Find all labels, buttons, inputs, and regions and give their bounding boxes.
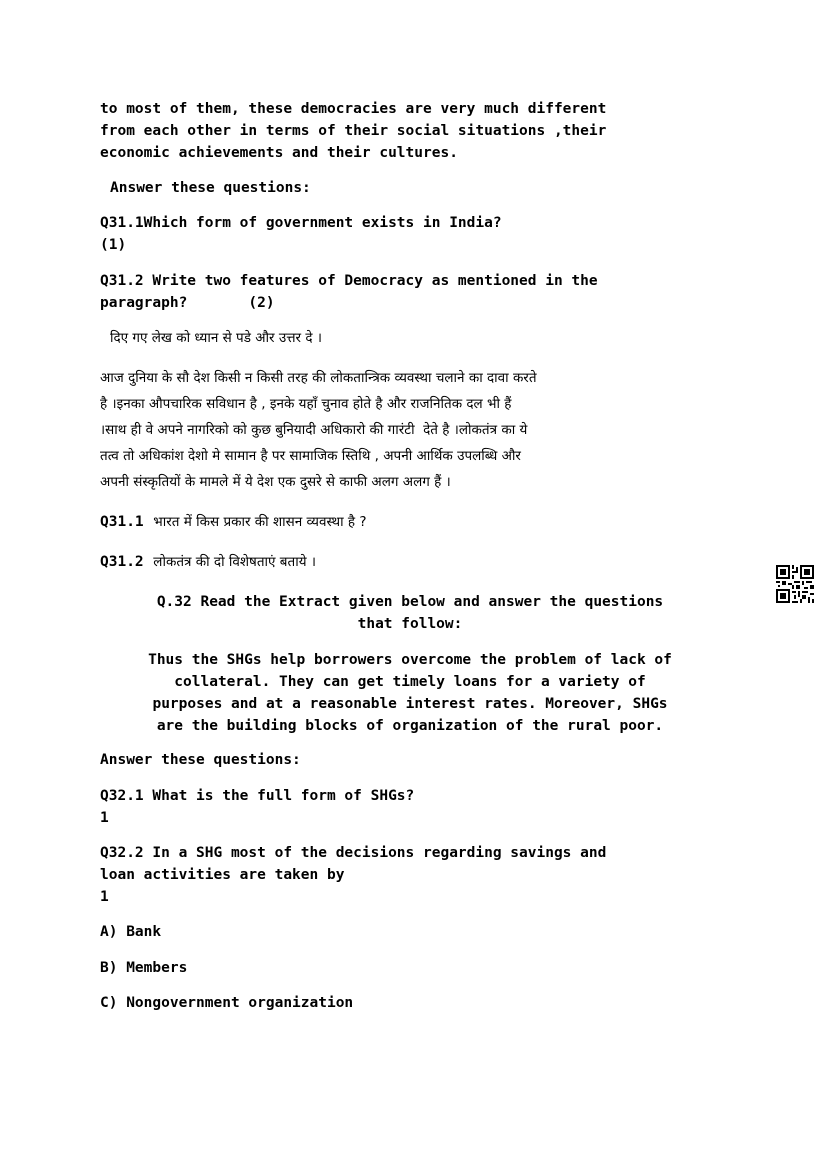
- hindi-line: ।साथ ही वे अपने नागरिको को कुछ बुनियादी अधिकारो की गारंटी देते है ।लोकतंत्र का ये: [100, 422, 528, 438]
- q31-1-text: Q31.1Which form of government exists in India?: [100, 215, 502, 231]
- q31-answer-heading: Answer these questions:: [110, 180, 311, 196]
- q31-1-question: [100, 212, 740, 256]
- q32-answer-heading: Answer these questions:: [100, 752, 301, 768]
- hindi-q31-1-text: भारत में किस प्रकार की शासन व्यवस्था है ?: [153, 514, 367, 530]
- hindi-line: अपनी संस्कृतियों के मामले में ये देश एक दुसरे से काफी अलग अलग हैं ।: [100, 474, 451, 490]
- option-b: B) Members: [100, 960, 188, 976]
- q32-2-question: [100, 842, 740, 908]
- extract-line: Thus the SHGs help borrowers overcome the problem of lack of: [148, 652, 672, 668]
- extract-line: collateral. They can get timely loans for a variety of: [174, 674, 646, 690]
- intro-line: to most of them, these democracies are very much different: [100, 101, 607, 117]
- intro-paragraph: [100, 98, 740, 164]
- extract-line: purposes and at a reasonable interest rates. Moreover, SHGs: [152, 696, 668, 712]
- q32-heading: [100, 591, 720, 635]
- hindi-line: तत्व तो अधिकांश देशो मे सामान है पर सामाजिक स्तिथि , अपनी आर्थिक उपलब्धि और: [100, 448, 521, 464]
- hindi-instruction: दिए गए लेख को ध्यान से पडे और उत्तर दे ।: [110, 330, 322, 346]
- hindi-q31-2: [100, 551, 740, 573]
- q32-heading-line: Q.32 Read the Extract given below and answer the questions: [156, 594, 664, 610]
- q32-2-text: Q32.2 In a SHG most of the decisions regarding savings and: [100, 845, 607, 861]
- extract-line: are the building blocks of organization of the rural poor.: [156, 718, 664, 734]
- hindi-q31-2-text: लोकतंत्र की दो विशेषताएं बताये ।: [153, 554, 316, 570]
- intro-line: economic achievements and their cultures.: [100, 145, 458, 161]
- q32-2-text: loan activities are taken by: [100, 867, 345, 883]
- hindi-q31-1: [100, 511, 740, 533]
- q32-1-marks: 1: [100, 810, 109, 826]
- q31-2-marks: paragraph? (2): [100, 295, 275, 311]
- option-c: C) Nongovernment organization: [100, 995, 354, 1011]
- intro-line: from each other in terms of their social situations ,their: [100, 123, 607, 139]
- option-a: A) Bank: [100, 924, 162, 940]
- qr-code-icon: [776, 565, 814, 603]
- q31-1-marks: (1): [100, 237, 127, 253]
- q31-2-text: Q31.2 Write two features of Democracy as mentioned in the: [100, 273, 598, 289]
- q31-2-question: [100, 270, 740, 314]
- hindi-line: है ।इनका औपचारिक सविधान है , इनके यहाँ चुनाव होते है और राजनितिक दल भी हैं: [100, 396, 512, 412]
- q32-extract: [100, 649, 720, 737]
- q32-1-text: Q32.1 What is the full form of SHGs?: [100, 788, 415, 804]
- q32-2-marks: 1: [100, 889, 109, 905]
- hindi-line: आज दुनिया के सौ देश किसी न किसी तरह की लोकतान्त्रिक व्यवस्था चलाने का दावा करते: [100, 370, 537, 386]
- hindi-q31-2-label: Q31.2: [100, 554, 144, 570]
- q32-heading-line: that follow:: [357, 616, 463, 632]
- q32-1-question: [100, 785, 740, 829]
- hindi-paragraph: [100, 365, 740, 495]
- hindi-q31-1-label: Q31.1: [100, 514, 144, 530]
